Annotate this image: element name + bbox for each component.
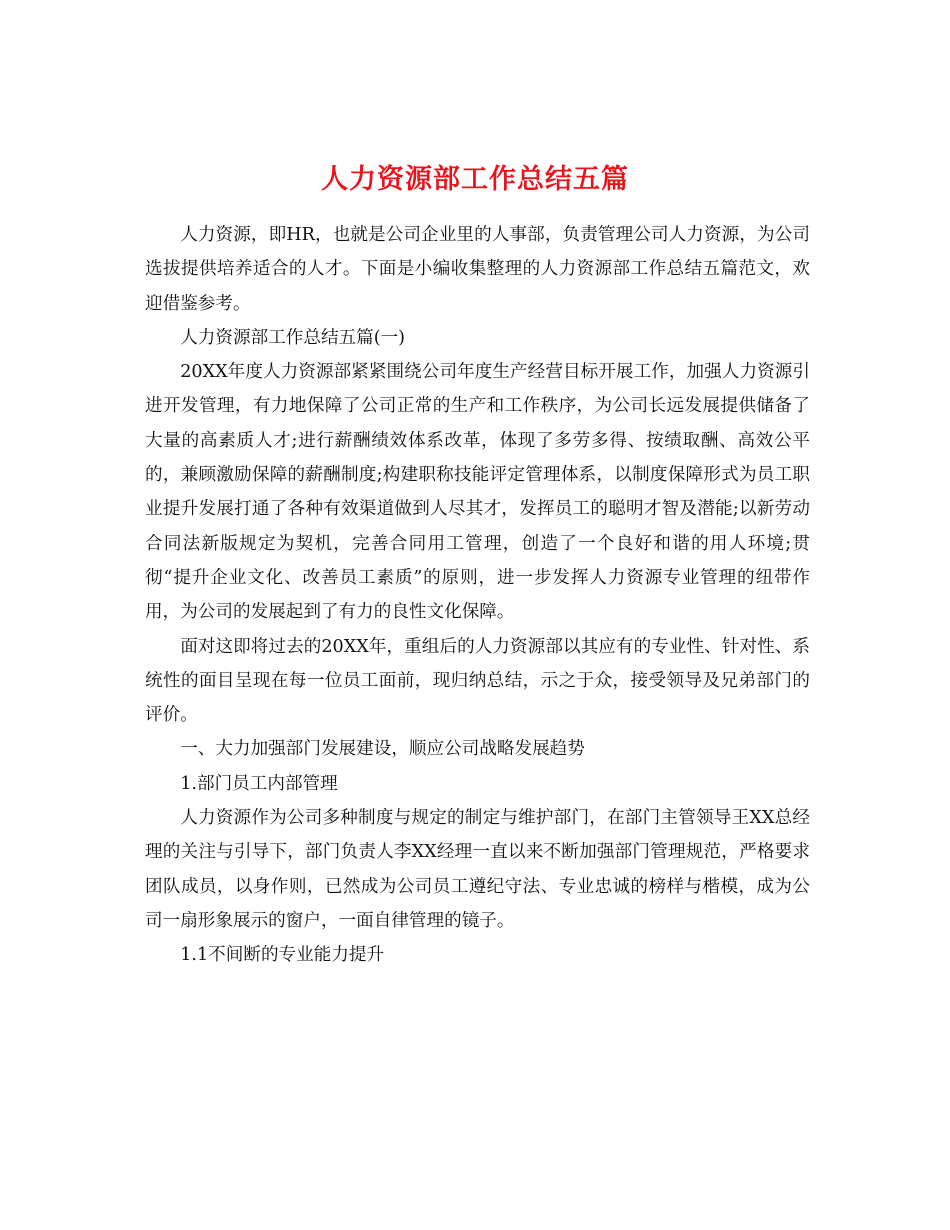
- summary-paragraph: 20XX年度人力资源部紧紧围绕公司年度生产经营目标开展工作，加强人力资源引进开发管理，有力地保障了公司正常的生产和工作秩序，为公司长远发展提供储备了大量的高素质人才;进行薪酬绩效体系改革，体现了多劳多得、按绩取酬、高效公平的，兼顾激励保障的薪酬制度;构建职称技能评定管理体系，以制度保障形式为员工职业提升发展打通了各种有效渠道做到人尽其才，发挥员工的聪明才智及潜能;以新劳动合同法新版规定为契机，完善合同用工管理，创造了一个良好和谐的用人环境;贯彻“提升企业文化、改善员工素质”的原则，进一步发挥人力资源专业管理的纽带作用，为公司的发展起到了有力的良性文化保障。: [145, 362, 810, 623]
- section-heading-one: 一、大力加强部门发展建设，顺应公司战略发展趋势: [180, 739, 585, 760]
- review-paragraph: 面对这即将过去的20XX年，重组后的人力资源部以其应有的专业性、针对性、系统性的面目呈现在每一位员工面前，现归纳总结，示之于众，接受领导及兄弟部门的评价。: [145, 636, 810, 726]
- intro-paragraph: 人力资源，即HR，也就是公司企业里的人事部，负责管理公司人力资源，为公司选拔提供培养适合的人才。下面是小编收集整理的人力资源部工作总结五篇范文，欢迎借鉴参考。: [145, 225, 810, 314]
- subsection-heading-1-1: 1.1不间断的专业能力提升: [180, 945, 385, 966]
- subsection-heading-1: 1.部门员工内部管理: [180, 773, 338, 794]
- section-heading-part-one: 人力资源部工作总结五篇(一): [180, 327, 406, 348]
- document-body: [145, 218, 810, 973]
- management-paragraph: 人力资源作为公司多种制度与规定的制定与维护部门，在部门主管领导王XX总经理的关注与引导下，部门负责人李XX经理一直以来不断加强部门管理规范，严格要求团队成员，以身作则，已然成为公司员工遵纪守法、专业忠诚的榜样与楷模，成为公司一扇形象展示的窗户，一面自律管理的镜子。: [145, 808, 810, 931]
- document-title: 人力资源部工作总结五篇: [321, 164, 629, 196]
